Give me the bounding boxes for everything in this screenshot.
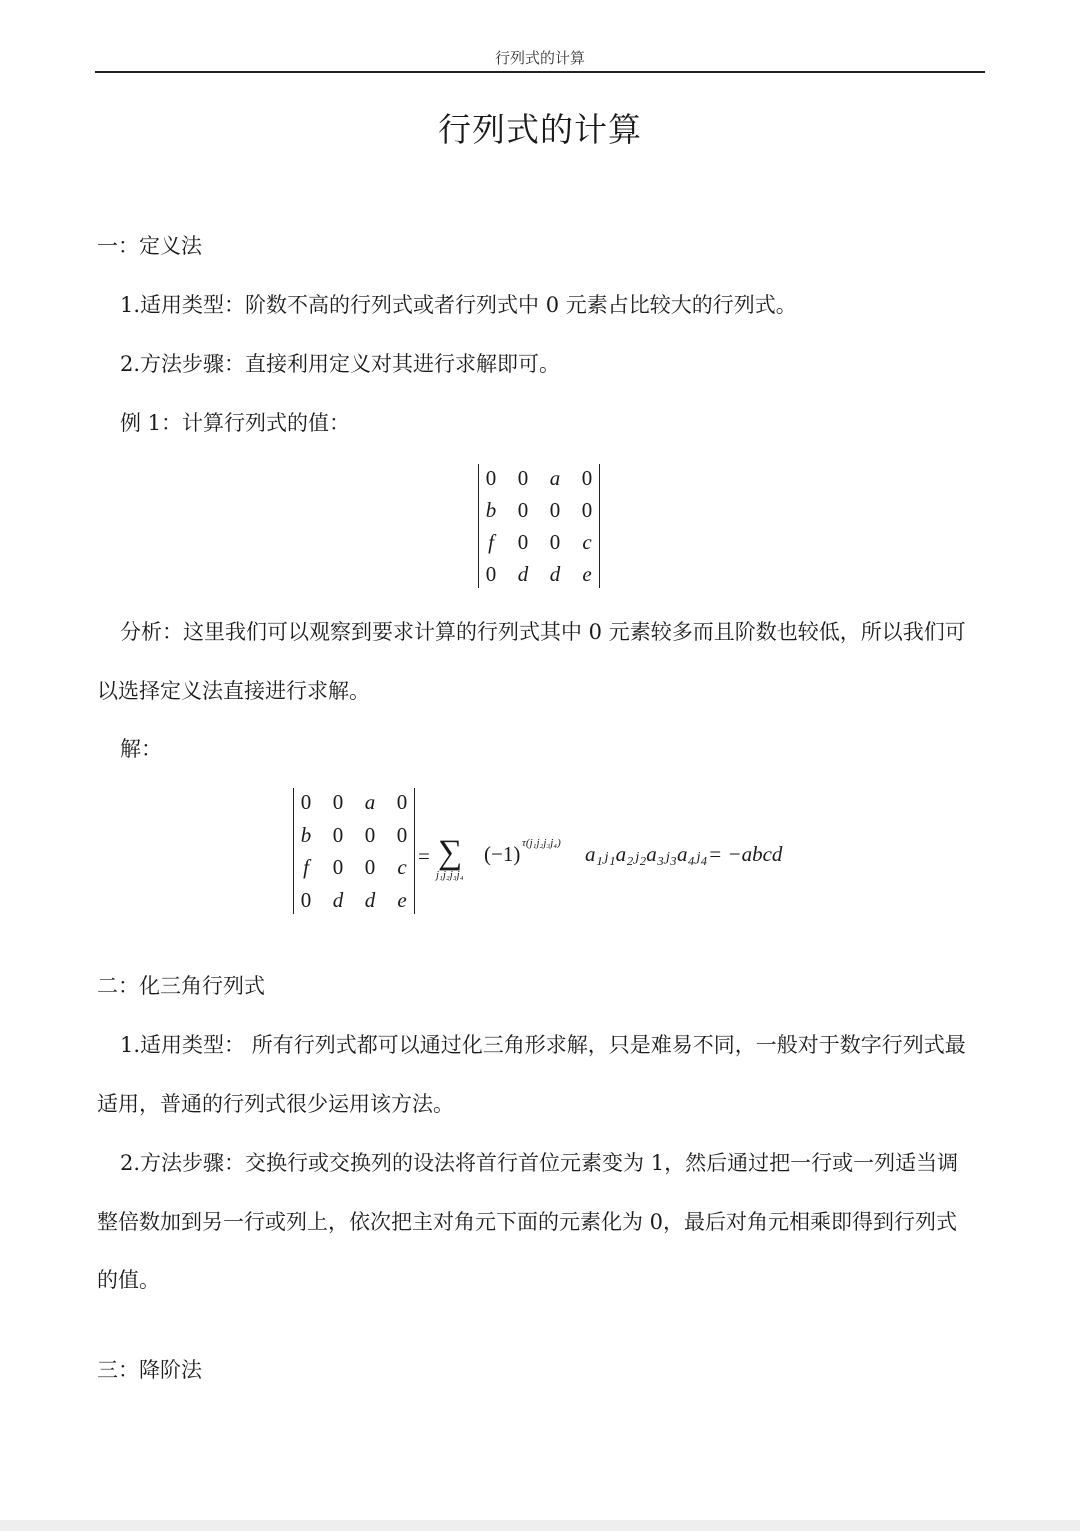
- product-term: a₁ⱼ₁a₂ⱼ₂a₃ⱼ₃a₄ⱼ₄: [585, 842, 708, 866]
- matrix-cell: d: [364, 887, 376, 912]
- matrix-cell: 0: [396, 790, 408, 814]
- matrix-cell: b: [485, 498, 497, 522]
- matrix-cell: 0: [364, 822, 376, 847]
- running-header: 行列式的计算: [494, 49, 585, 67]
- matrix-cell: d: [332, 887, 344, 912]
- section-heading-3: 三：降阶法: [97, 1358, 202, 1382]
- section-heading-1: 一：定义法: [97, 234, 202, 258]
- matrix-cell: 0: [581, 498, 593, 522]
- matrix-cell: d: [549, 562, 561, 586]
- matrix-cell: 0: [332, 790, 344, 814]
- section1-type-line: 1.适用类型：阶数不高的行列式或者行列式中 0 元素占比较大的行列式。: [120, 293, 797, 317]
- matrix-cell: 0: [300, 790, 312, 814]
- summation-index: j₁j₂j₃j₄: [436, 869, 464, 881]
- matrix-cell: a: [364, 790, 376, 814]
- matrix-cell: 0: [300, 887, 312, 912]
- summation-symbol: ∑: [438, 834, 463, 871]
- sign-base: (−1): [484, 842, 521, 866]
- matrix-cell: b: [300, 822, 312, 847]
- inversion-exponent: τ(j₁j₂j₃j₄): [522, 837, 561, 849]
- analysis-line-1: 分析：这里我们可以观察到要求计算的行列式其中 0 元素较多而且阶数也较低，所以我们可: [120, 620, 966, 644]
- analysis-line-2: 以选择定义法直接进行求解。: [97, 679, 370, 703]
- section2-steps-line-3: 的值。: [97, 1268, 160, 1292]
- matrix-cell: 0: [485, 466, 497, 490]
- matrix-cell: 0: [332, 822, 344, 847]
- matrix-cell: 0: [581, 466, 593, 490]
- matrix-cell: e: [397, 887, 407, 912]
- formula-result: = −abcd: [708, 842, 783, 866]
- section2-type-line-2: 适用，普通的行列式很少运用该方法。: [97, 1092, 454, 1116]
- matrix-cell: f: [488, 530, 494, 554]
- matrix-cell: d: [517, 562, 529, 586]
- sum-formula: [418, 836, 798, 896]
- document-title: 行列式的计算: [438, 110, 642, 149]
- matrix-cell: c: [582, 530, 592, 554]
- solution-label: 解：: [120, 737, 162, 761]
- header-rule: [95, 71, 985, 73]
- example-determinant: [478, 464, 600, 588]
- solution-determinant: [293, 788, 415, 914]
- matrix-cell: 0: [517, 530, 529, 554]
- matrix-cell: 0: [485, 562, 497, 586]
- section2-steps-line-2: 整倍数加到另一行或列上，依次把主对角元下面的元素化为 0，最后对角元相乘即得到行列式: [97, 1210, 958, 1234]
- page-bottom-edge: [0, 1520, 1080, 1531]
- section1-steps-line: 2.方法步骤：直接利用定义对其进行求解即可。: [120, 352, 561, 376]
- section2-steps-line-1: 2.方法步骤：交换行或交换列的设法将首行首位元素变为 1，然后通过把一行或一列适当调: [120, 1151, 959, 1175]
- example-label: 例 1：计算行列式的值：: [120, 411, 351, 435]
- equals-sign: =: [418, 844, 430, 868]
- section-heading-2: 二：化三角行列式: [97, 974, 265, 998]
- matrix-cell: 0: [549, 498, 561, 522]
- matrix-cell: 0: [332, 855, 344, 879]
- matrix-cell: e: [582, 562, 592, 586]
- matrix-cell: 0: [517, 466, 529, 490]
- matrix-cell: 0: [549, 530, 561, 554]
- matrix-cell: 0: [396, 822, 408, 847]
- section2-type-line-1: 1.适用类型： 所有行列式都可以通过化三角形求解，只是难易不同，一般对于数字行列式最: [120, 1033, 966, 1057]
- matrix-cell: 0: [517, 498, 529, 522]
- matrix-cell: a: [549, 466, 561, 490]
- matrix-cell: c: [397, 855, 407, 879]
- matrix-cell: 0: [364, 855, 376, 879]
- matrix-cell: f: [303, 855, 309, 879]
